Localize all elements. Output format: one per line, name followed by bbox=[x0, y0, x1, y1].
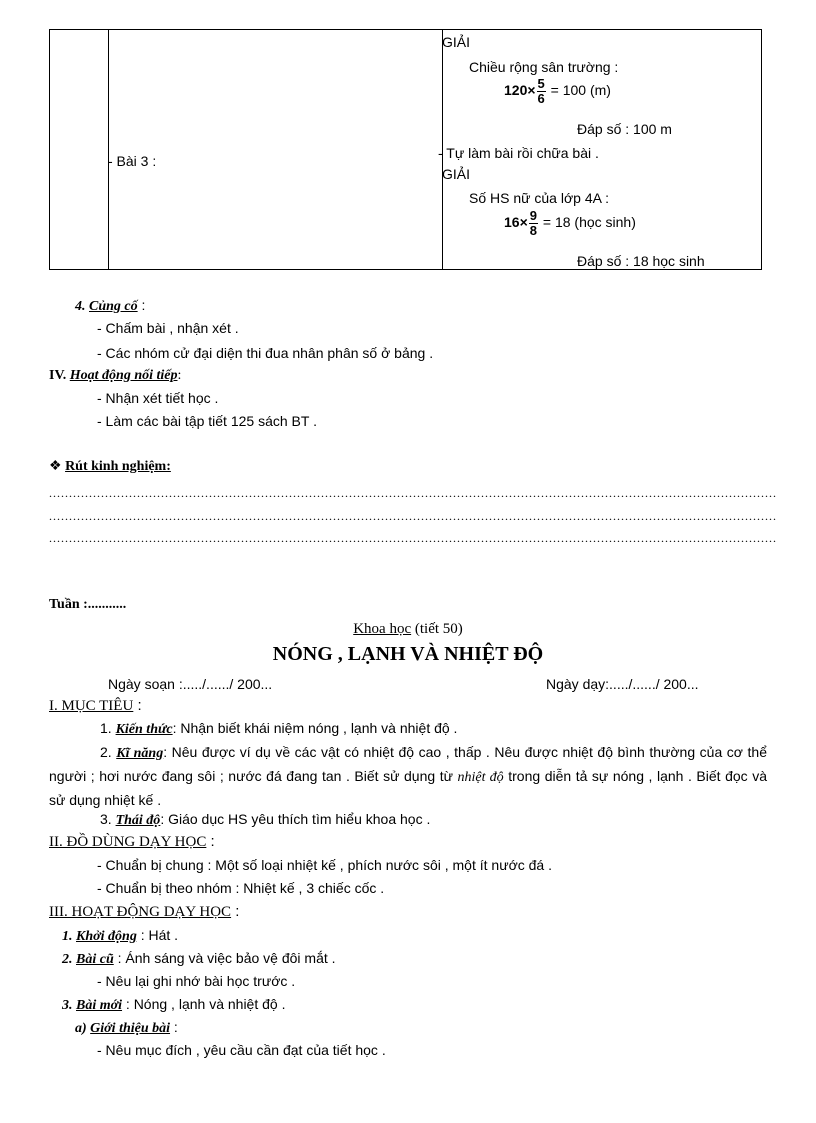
exercise-table bbox=[49, 29, 762, 270]
prep-date: Ngày soạn :...../....../ 200... bbox=[108, 676, 273, 692]
solution-line: Chiều rộng sân trường : bbox=[469, 59, 619, 75]
solution-heading: GIẢI bbox=[442, 166, 471, 182]
week-label: Tuần :........... bbox=[49, 597, 127, 612]
objective-skills: 2. Kĩ năng: Nêu được ví dụ về các vật có nhiệt độ cao , thấp . Nêu được nhiệt độ bình thường của cơ thể người ; hơi nước đang sôi ; nước đá đang tan . Biết sử dụng từ nhiệt độ trong diễn tả sự nóng , lạnh . Biết đọc và sử dụng nhiệt kế . bbox=[49, 744, 768, 808]
table-divider bbox=[108, 30, 109, 269]
section-heading: IV. Hoạt động nối tiếp: bbox=[49, 368, 182, 383]
exercise-label: - Bài 3 : bbox=[108, 153, 157, 169]
list-item: - Nêu lại ghi nhớ bài học trước . bbox=[97, 973, 296, 989]
activity-review: 2. Bài cũ : Ánh sáng và việc bảo vệ đôi mắt . bbox=[62, 950, 336, 967]
section-heading: III. HOẠT ĐỘNG DẠY HỌC : bbox=[49, 903, 240, 920]
list-item: - Làm các bài tập tiết 125 sách BT . bbox=[97, 413, 317, 429]
dotted-line: ...................................................................................................................................................................................... bbox=[49, 486, 777, 500]
section-heading: ❖ Rút kinh nghiệm: bbox=[49, 459, 171, 474]
answer-line: Đáp số : 100 m bbox=[577, 121, 672, 137]
solution-line: Số HS nữ của lớp 4A : bbox=[469, 190, 609, 206]
activity-new-lesson: 3. Bài mới : Nóng , lạnh và nhiệt độ . bbox=[62, 996, 286, 1013]
list-item: - Chấm bài , nhận xét . bbox=[97, 320, 239, 336]
list-item: - Nhận xét tiết học . bbox=[97, 390, 219, 406]
activity-warmup: 1. Khởi động : Hát . bbox=[62, 927, 179, 944]
answer-line: Đáp số : 18 học sinh bbox=[577, 253, 705, 269]
fraction: $\frac{5}{6}$ bbox=[537, 76, 545, 106]
teach-date: Ngày dạy:...../....../ 200... bbox=[546, 676, 699, 692]
objective-attitude: 3. Thái độ: Giáo dục HS yêu thích tìm hiểu khoa học . bbox=[100, 811, 431, 828]
diamond-bullet-icon: ❖ bbox=[49, 459, 62, 474]
section-heading: 4. Củng cố : bbox=[75, 297, 146, 314]
dotted-line: ...................................................................................................................................................................................... bbox=[49, 531, 777, 545]
subsection-intro: a) Giới thiệu bài : bbox=[75, 1019, 178, 1036]
lesson-title: NÓNG , LẠNH VÀ NHIỆT ĐỘ bbox=[272, 643, 544, 665]
fraction: $\frac{9}{8}$ bbox=[529, 208, 537, 238]
solution-cell bbox=[438, 30, 761, 269]
dotted-line: ...................................................................................................................................................................................... bbox=[49, 509, 777, 523]
section-heading: II. ĐỒ DÙNG DẠY HỌC : bbox=[49, 833, 215, 850]
solution-heading: GIẢI bbox=[442, 34, 471, 50]
list-item: - Chuẩn bị theo nhóm : Nhiệt kế , 3 chiếc cốc . bbox=[97, 880, 385, 896]
section-heading: I. MỤC TIÊU : bbox=[49, 697, 142, 714]
objective-knowledge: 1. Kiến thức: Nhận biết khái niệm nóng , lạnh và nhiệt độ . bbox=[100, 720, 458, 737]
math-expression: 120× $\frac{5}{6}$ = 100 (m) bbox=[504, 76, 611, 106]
list-item: - Nêu mục đích , yêu cầu cần đạt của tiết học . bbox=[97, 1042, 386, 1058]
list-item: - Các nhóm cử đại diện thi đua nhân phân số ở bảng . bbox=[97, 345, 434, 361]
lesson-subject: Khoa học (tiết 50) bbox=[353, 621, 463, 637]
math-expression: 16× $\frac{9}{8}$ = 18 (học sinh) bbox=[504, 208, 636, 238]
list-item: - Chuẩn bị chung : Một số loại nhiệt kế , phích nước sôi , một ít nước đá . bbox=[97, 857, 552, 873]
instruction-line: - Tự làm bài rồi chữa bài . bbox=[438, 145, 599, 161]
